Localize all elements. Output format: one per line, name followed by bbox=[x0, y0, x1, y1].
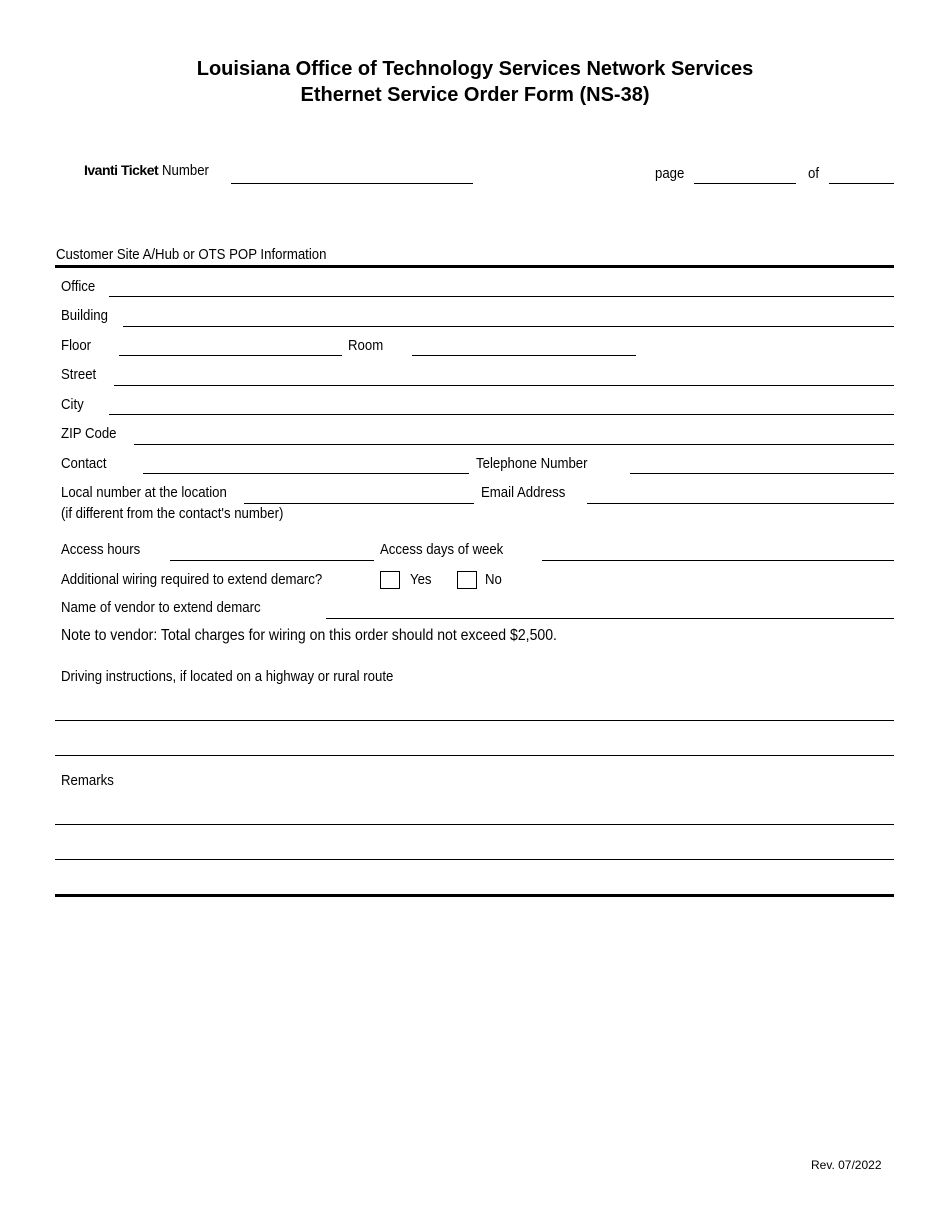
wiring-yes-checkbox[interactable] bbox=[380, 571, 400, 589]
driving-instructions-line-1[interactable] bbox=[55, 720, 894, 721]
form-title-line1: Louisiana Office of Technology Services Network Services bbox=[196, 58, 754, 80]
office-label: Office bbox=[61, 278, 96, 295]
local-number-note: (if different from the contact's number) bbox=[61, 505, 284, 522]
ticket-label-rest: Number bbox=[162, 162, 210, 179]
floor-field[interactable] bbox=[119, 355, 342, 356]
telephone-label: Telephone Number bbox=[476, 455, 588, 472]
wiring-yes-label: Yes bbox=[410, 571, 432, 588]
email-label: Email Address bbox=[481, 484, 566, 501]
vendor-note: Note to vendor: Total charges for wiring on this order should not exceed $2,500. bbox=[61, 627, 557, 644]
ticket-label-bold: Ivanti Ticket bbox=[84, 162, 159, 178]
section-bottom-rule bbox=[55, 894, 894, 897]
access-days-field[interactable] bbox=[542, 560, 894, 561]
vendor-name-label: Name of vendor to extend demarc bbox=[61, 599, 261, 616]
room-label: Room bbox=[348, 337, 384, 354]
ticket-number-label bbox=[84, 162, 215, 180]
zip-code-field[interactable] bbox=[134, 444, 894, 445]
additional-wiring-label: Additional wiring required to extend demarc? bbox=[61, 571, 323, 588]
remarks-line-2[interactable] bbox=[55, 859, 894, 860]
telephone-field[interactable] bbox=[630, 473, 894, 474]
section-title: Customer Site A/Hub or OTS POP Information bbox=[56, 246, 327, 263]
section-top-rule bbox=[55, 265, 894, 268]
vendor-name-field[interactable] bbox=[326, 618, 894, 619]
ticket-number-field[interactable] bbox=[231, 183, 473, 184]
remarks-line-1[interactable] bbox=[55, 824, 894, 825]
local-number-label: Local number at the location bbox=[61, 484, 227, 501]
building-label: Building bbox=[61, 307, 108, 324]
building-field[interactable] bbox=[123, 326, 894, 327]
form-title-line2: Ethernet Service Order Form (NS-38) bbox=[300, 84, 650, 106]
floor-label: Floor bbox=[61, 337, 92, 354]
wiring-no-label: No bbox=[485, 571, 502, 588]
city-label: City bbox=[61, 396, 84, 413]
contact-field[interactable] bbox=[143, 473, 469, 474]
page-number-field[interactable] bbox=[694, 183, 796, 184]
contact-label: Contact bbox=[61, 455, 107, 472]
street-label: Street bbox=[61, 366, 97, 383]
access-hours-field[interactable] bbox=[170, 560, 374, 561]
of-label: of bbox=[808, 165, 820, 182]
page-label: page bbox=[655, 165, 685, 182]
revision-label: Rev. 07/2022 bbox=[811, 1158, 882, 1172]
access-days-label: Access days of week bbox=[380, 541, 504, 558]
street-field[interactable] bbox=[114, 385, 894, 386]
access-hours-label: Access hours bbox=[61, 541, 141, 558]
wiring-no-checkbox[interactable] bbox=[457, 571, 477, 589]
city-field[interactable] bbox=[109, 414, 894, 415]
remarks-label: Remarks bbox=[61, 772, 114, 789]
zip-code-label: ZIP Code bbox=[61, 425, 117, 442]
office-field[interactable] bbox=[109, 296, 894, 297]
driving-instructions-label: Driving instructions, if located on a highway or rural route bbox=[61, 668, 394, 685]
local-number-field[interactable] bbox=[244, 503, 474, 504]
room-field[interactable] bbox=[412, 355, 636, 356]
email-field[interactable] bbox=[587, 503, 894, 504]
driving-instructions-line-2[interactable] bbox=[55, 755, 894, 756]
total-pages-field[interactable] bbox=[829, 183, 894, 184]
